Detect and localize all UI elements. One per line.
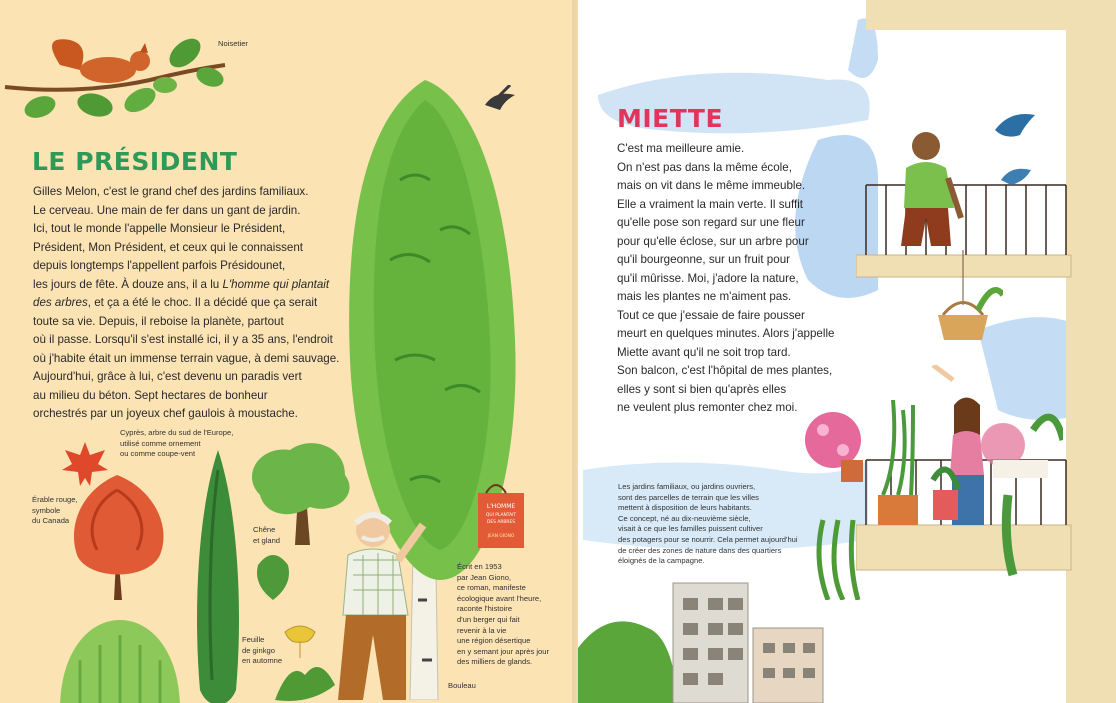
livre-caption (457, 562, 549, 668)
story-line-part: les jours de fête. À douze ans, il a lu (33, 277, 223, 291)
caption-line: de créer des zones de nature dans des quartiers (618, 545, 782, 555)
basket-icon (933, 250, 1003, 360)
story-line: qu'il mûrisse. Moi, j'adore la nature, (617, 271, 799, 285)
caption-line: sont des parcelles de terrain que les villes (618, 492, 759, 502)
story-line: toute sa vie. Depuis, il reboise la planète, partout (33, 314, 284, 328)
caption-line: par Jean Giono, (457, 572, 512, 582)
story-text (33, 183, 373, 424)
caption-line: symbole (32, 505, 61, 515)
story-line: qu'elle pose son regard sur une fleur (617, 216, 805, 229)
caption-line: des milliers de glands. (457, 657, 533, 667)
story-line: Aujourd'hui, grâce à lui, c'est devenu un paradis vert (33, 370, 302, 383)
noisetier-caption: Noisetier (218, 39, 248, 48)
story-line: où j'habite était un immense terrain vague, à demi sauvage. (33, 351, 340, 365)
story-line: mais on vit dans le même immeuble. (617, 179, 806, 192)
story-line: elles y sont si bien qu'après elles (617, 382, 787, 396)
acorn-icon (248, 545, 298, 605)
bouleau-caption: Bouleau (448, 681, 476, 690)
story-line: ne veulent plus remonter chez moi. (617, 401, 798, 414)
story-line: au milieu du béton. Sept hectares de bonheur (33, 388, 268, 402)
story-line: Gilles Melon, c'est le grand chef des jardins familiaux. (33, 185, 309, 198)
caption-line: une région désertique (457, 636, 531, 646)
caption-line: de ginkgo (242, 645, 275, 655)
pigeon-icon (996, 160, 1036, 190)
caption-line: utilisé comme ornement (120, 438, 201, 448)
city-background (578, 578, 878, 703)
boy-icon (886, 128, 966, 248)
story-line: Son balcon, c'est l'hôpital de mes plantes, (617, 364, 833, 377)
caption-line: Feuille (242, 635, 265, 644)
caption-line: raconte l'histoire (457, 604, 513, 614)
story-line: où il passe. Lorsqu'il s'est installé ici, il y a 35 ans, l'endroit (33, 333, 333, 346)
caption-line: revenir à la vie (457, 625, 507, 635)
gardener-man-icon (318, 505, 438, 703)
caption-line: du Canada (32, 516, 70, 526)
story-line: Ici, tout le monde l'appelle Monsieur le Président, (33, 222, 286, 235)
book-title: des arbres (33, 296, 88, 309)
caption-line: Cyprès, arbre du sud de l'Europe, (120, 428, 234, 437)
caption-line: mettent à disposition de leurs habitants. (618, 503, 752, 513)
ginkgo-leaf-icon (280, 620, 320, 660)
book-icon (476, 475, 526, 550)
caption-line: Chêne (253, 525, 276, 534)
caption-line: en automne (242, 656, 283, 666)
chene-caption (253, 525, 280, 546)
right-page (578, 0, 1116, 703)
story-line: Président, Mon Président, et ceux qui le connaissent (33, 240, 304, 254)
page-title: LE PRÉSIDENT (32, 147, 238, 176)
bird-icon (480, 85, 520, 115)
caption-line: Écrit en 1953 (457, 562, 502, 571)
caption-line: Les jardins familiaux, ou jardins ouvriers, (618, 482, 756, 491)
story-line (33, 276, 373, 295)
story-line: On n'est pas dans la même école, (617, 160, 792, 174)
story-line: Elle a vraiment la main verte. Il suffit (617, 197, 804, 211)
caption-line: des potagers pour se nourrir. Cela permet aujourd'hui (618, 534, 798, 544)
caption-line: visait à ce que les familles puissent cultiver (618, 524, 763, 534)
story-text (617, 140, 857, 418)
story-line: Tout ce que j'essaie de faire pousser (617, 308, 805, 322)
book-title: L'homme qui plantait (222, 277, 330, 291)
flower-pot-icon (803, 400, 1063, 600)
book-cover-text: DES ARBRES (486, 520, 516, 525)
cypress-tree-icon (188, 450, 248, 703)
caption-line: en y semant jour après jour (457, 646, 550, 656)
book-cover-text: L'HOMME (486, 503, 516, 510)
story-line: Le cerveau. Une main de fer dans un gant de jardin. (33, 203, 301, 217)
jardins-caption (618, 482, 798, 567)
story-line: C'est ma meilleure amie. (617, 142, 745, 155)
story-line: Miette avant qu'il ne soit trop tard. (617, 345, 791, 359)
willow-tree-icon (50, 610, 190, 703)
caption-line: écologique avant l'heure, (457, 593, 542, 603)
squirrel-icon (0, 25, 240, 135)
story-line: mais les plantes ne m'aiment pas. (617, 290, 792, 303)
maple-tree-icon (62, 470, 172, 600)
story-line: orchestrés par un joyeux chef gaulois à moustache. (33, 407, 298, 420)
story-line: meurt en quelques minutes. Alors j'appelle (617, 327, 835, 340)
caption-line: Ce concept, né au dix-neuvième siècle, (618, 513, 751, 523)
page-title: MIETTE (617, 104, 724, 133)
caption-line: éloignés de la campagne. (618, 556, 705, 566)
caption-line: Érable rouge, (32, 495, 78, 504)
story-line: qu'il bourgeonne, sur un fruit pour (617, 253, 791, 266)
caption-line: et gland (253, 535, 281, 545)
book-cover-text: JEAN GIONO (487, 534, 515, 539)
caption-line: ce roman, manifeste (457, 583, 526, 593)
pigeon-icon (990, 105, 1040, 145)
book-cover-text: QUI PLANTAIT (485, 513, 517, 518)
caption-line: d'un berger qui fait (457, 614, 520, 624)
story-line-part: , et ça a été le choc. Il a décidé que ça serait (87, 296, 318, 309)
story-line: depuis longtemps l'appellent parfois Présidounet, (33, 259, 286, 272)
story-line: pour qu'elle éclose, sur un arbre pour (617, 234, 809, 248)
story-line (33, 294, 373, 313)
caption-line: ou comme coupe-vent (120, 449, 196, 459)
